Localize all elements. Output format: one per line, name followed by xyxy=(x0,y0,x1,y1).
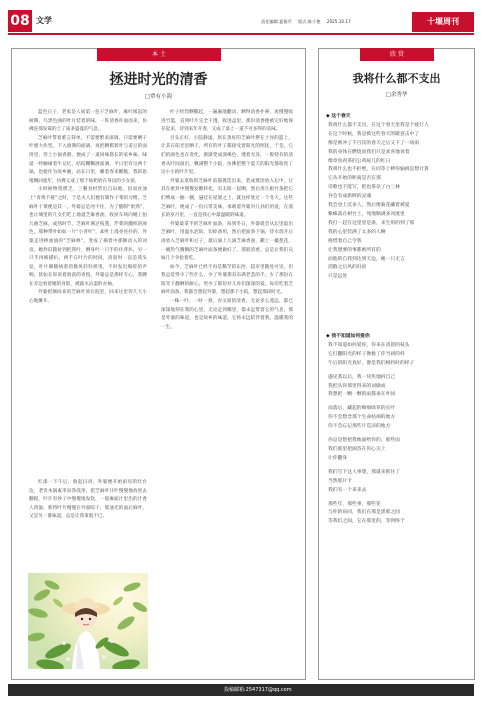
poem-line: 在这个时候，我是被这些春天的暖意击中了 xyxy=(328,131,420,137)
poem-part-1 xyxy=(328,113,468,282)
page-number: 08 xyxy=(8,10,32,32)
poem-line: 谷会有成新鲜的灵魂 xyxy=(328,194,372,200)
paragraph: 如今，芝麻叶已经不再是稀罕的东西，超市里随处可见，但我总觉得少了些什么，少了外婆那双布满老茧的手，少了那份在阳光下翻晒的耐心，更少了那份对儿孙们深深的爱。每次吃着芝麻叶面条，我都会想起外婆，想起那个小院，想起那段时光。 xyxy=(161,264,293,296)
poem-line: 让你翻身 xyxy=(328,455,348,461)
paragraph: 外婆最拿手的芝麻叶面条，每到冬日，外婆就会从坛里取出芝麻叶，用温水泡软，切碎备用，然后把面条下锅，待水烧开后再放入芝麻叶和豆子，最后滴上几滴芝麻香油，撒上一撮葱花，一碗热气腾腾的芝麻叶面条便做好了，那股清香，总是让我们兄妹几个争抢着吃。 xyxy=(161,221,293,262)
illustration-art xyxy=(28,573,148,669)
page-header xyxy=(8,10,474,32)
poem-line: 像是被冲了千百次的春天之后又下了一场雨 xyxy=(328,140,420,146)
poem-line: 我不知道如何爱你，你来在清晨的枝头 xyxy=(328,342,410,348)
article-column-1-bottom xyxy=(29,479,147,522)
article-title: 拯进时光的清香 xyxy=(109,72,208,88)
header-rule xyxy=(8,33,474,35)
poem-line: 它打翻阳光的样子像极了你当初的样 xyxy=(328,351,405,357)
poem-line: 消散之后风的归宿 xyxy=(328,265,367,271)
poem-line: 我打一起在这里里是条，来生用的到了那 xyxy=(328,220,415,226)
paragraph: 小时候物资匮乏，三餐食材皆出自田地，因而食油上“青黄不接”之时，于是夫人们便有制作干菜的习惯。芝麻叶干菜便是其一。外婆总是河不住，为了憾制“果熟”，也让城里的几女们吃上地道芝麻香油，收扯车场向她上拍几曲芝麻。成熟时节，芝麻叶满过枝蔓，芹菜的翻织的颜色，那种带叶如如一片“小青叶”，却叶上漫亮亮扑的，外婆走进棒油油的“芝麻林”，变成了摘着中那顺动入的词语。她拎旧随扯到把我叶，侧身叶一只手的住背扒，另一只手再细描扒，两手在叶片的时间，清晨时一直是我头发，叶片顺随绒着的微风轻轻摇曳，不时发出细碎的声响，犹如在诉说着收获的喜悦，外婆总是那样专心，我蹲在旁边看着她的身影，被露水沾湿的衣袖。 xyxy=(29,187,147,287)
poem-line: 你不会想念那个生命枯竭的地方 xyxy=(328,415,396,421)
poem-line: 像章鱼鸡茶的公鸡屁儿的红日 xyxy=(328,158,391,164)
poem-part-2 xyxy=(328,333,468,527)
poem-line: 我将什么也不拒绝，在同等上棒你愉挑是想计算 xyxy=(328,167,429,173)
paragraph: 一株一叶，一时一刻，吞文间的清香，无论多么遥远，都已深深地刻在我的心里，无论走到哪里，都永远带着它的气息，那是外婆的味道，也是故乡的味道，它将永远陪伴着我，温暖我的一生。 xyxy=(161,299,293,330)
poem-line: 我想把一颗一颗的雨都垂在叶间 xyxy=(328,392,396,398)
left-column-tag: 本 土 xyxy=(97,48,221,61)
poem-line: 它从开始的距离是否在那 xyxy=(328,176,381,182)
poem-line: 等我们之间，它在那里的，等到终于 xyxy=(328,519,405,525)
poem-author: □余秀华 xyxy=(385,92,408,98)
newspaper-brand: 十堰周刊 xyxy=(412,12,474,32)
poem-line: 紫蛛落在树台上，死地顺满多河流里 xyxy=(328,211,405,217)
section-name: 文学 xyxy=(36,16,52,25)
poem-line: 我把从你那里得来的词做成 xyxy=(328,383,386,389)
poem-line: 遇见我以后，我一块块地拆自己 xyxy=(328,374,396,380)
poem-line: 只是远处 xyxy=(328,274,348,280)
poem-line: 你总是想把我地面给你的，那些雨 xyxy=(328,438,400,444)
paragraph: 叶子经烈晒撒起，一遍遍地翻动，晒得清香扑鼻，再慢慢收进竹篮，直到叶片完全干透，收进盒里，那份清香便被完好地保存起来，待到来年开春，又成了桌上一道不可多得的美味。 xyxy=(161,110,293,133)
poem-line: 我们那里把滴答在你心尖上 xyxy=(328,446,386,452)
article-column-1 xyxy=(29,109,147,307)
right-poem xyxy=(318,48,475,680)
poem-line: 与你的肩同，我们在那是黑那之间 xyxy=(328,510,400,516)
header-meta xyxy=(261,19,356,25)
poem-line: 疼惜着自己令我 xyxy=(328,238,362,244)
paragraph: 红漆一下午后，收起扫帚，外婆便开始厨房的灶台边，老奇木锅素米泉净洗净，把芝麻叶汗叶慢慢地放进去翻搅，叶片有炒子中慢慢地发软，一般麻面汁里出的汁香人四溢，新将叶片慢慢在外面晾干，那油光的面后麻叶，又是另一番味道，总是让我垂涎不已。 xyxy=(29,480,147,520)
paragraph: 蓝色日子，老家是人间第一包干芝麻叶，麻叶闻起的树期，鸟黑色曲的叶片装着的味，一阵清香扑面而来，仿佛连那发霉的土了质多盛夏的气息。 xyxy=(29,110,147,133)
poem-line: 那些年，那些事，那些花 xyxy=(328,501,381,507)
poem-heading: ◆ 我不知道如何爱你 xyxy=(326,334,370,339)
girl-in-field-illustration xyxy=(28,573,148,669)
issue-date: 2025.10.17 xyxy=(326,19,351,24)
article-author: □覃有小海 xyxy=(144,94,173,100)
paragraph: 目头正好，小院静谧。原在蒸好的芝麻叶摆在士谷的篮上，让其在阳光里晒干，所有的叶子都接受着阳光的照抚，于是，它们的颜色也在变化，渐渐变成深褐色，透着光泽，一股特有的清香从叶间溢出，飘满整个小院，仿佛把整个夏天的阳光都收进了这小小的叶片里。 xyxy=(161,135,293,176)
poem-line: 我的心里装满了太多的人啊 xyxy=(328,229,386,235)
article-column-2 xyxy=(161,109,293,332)
poem-line: 午后的阳光真好，像是我们相约时的样子 xyxy=(328,360,415,366)
paragraph: 外婆把摘回来的芝麻叶放在院里，回来这里待几天小心地摊开。 xyxy=(29,290,147,305)
poem-line: 我们写下这人事想，那就来抓住了 xyxy=(328,469,400,475)
poem-line: 雨落后，藏起的细细绿草的长叶 xyxy=(328,406,396,412)
poem-line: 你不会忘记那些片荒凉的地方 xyxy=(328,424,391,430)
poem-line: 诗歌也不能写，把也茶杂了白三林 xyxy=(328,185,400,191)
poem-line: 我们有一个来来去 xyxy=(328,487,367,493)
designer-credit: 版式:陈小艳 xyxy=(298,19,321,24)
right-column-tag: 欣 赏 xyxy=(360,48,434,61)
poem-line: 我会登上沉多人，然后像菊花藏着被爱 xyxy=(328,203,410,209)
submission-email[interactable]: 投稿邮箱:2547317@qq.com xyxy=(224,687,292,693)
editor-credit: 责任编辑:夏雅芹 xyxy=(261,19,292,24)
poem-heading: ◆ 这个春天 xyxy=(326,114,351,119)
poem-line: 我将什么都不支出，在这个春天里我是个疲行人 xyxy=(328,122,429,128)
footer-bar xyxy=(8,684,474,696)
paragraph: 外婆去麦收的芝麻叶前都挑选出来，装成菜团放入坛中，让其在密封中慢慢发酵转化，有太阳一起晒，然后用几根竹条把它们绑成一捆一捆，悬挂在屋梁之上，就这样度过一个冬天。这些芝麻叶，便成了一份日常美味，承载着外婆对儿孙们的爱，在漫长的岁月里，一直是我心中最温暖的味道。 xyxy=(161,178,293,219)
poem-title: 我将什么都不支出 xyxy=(352,72,441,85)
paragraph: 芝麻叶带着难言简单，不需要繁多深调。只需要晒干叶感大佐型。下入滚沸的面锅，再把精棋着叶与姜豆的面汤里，待上小锅香港，便成了一道回味悠长的家乡味。味道一经触碰着牛记忆，结结糊糊展面满，平日里有这两个锅，也使作为故乡碗，站在日里，睡着春来酥脆，我的思绪飘回童年，仿佛又成了那个姑奶奶在身边的小女孩。 xyxy=(29,135,147,184)
poem-line: 而他的自我到达到天边，她一只无言 xyxy=(328,256,405,262)
poem-line: 让我想要的事都被所有的 xyxy=(328,247,381,253)
poem-line: 我的身体在燃烧而我们只是欢喜地说着 xyxy=(328,149,410,155)
left-article xyxy=(11,48,306,680)
poem-line: 当然那片卡 xyxy=(328,478,352,484)
